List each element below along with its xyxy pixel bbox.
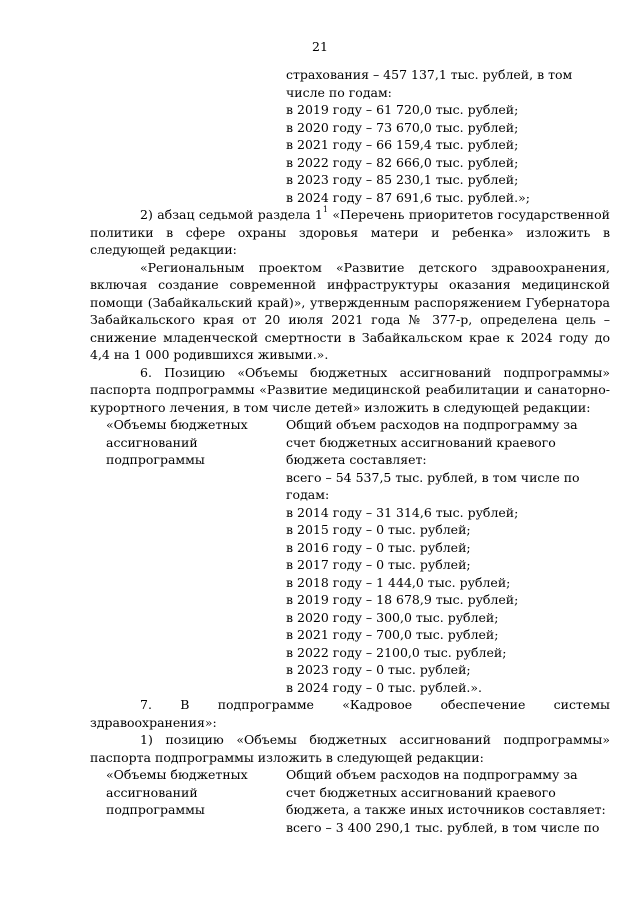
continuation-line: в 2019 году – 61 720,0 тыс. рублей; [286, 102, 519, 117]
item-6-paragraph: 6. Позицию «Объемы бюджетных ассигнований подпрограммы» паспорта подпрограммы «Развитие медицинской реабилитации и санаторно-курортного лечения, в том числе детей» изложить в следующей редакции: [90, 364, 610, 415]
budget-table-1 [90, 416, 610, 696]
continuation-line: числе по годам: [286, 84, 392, 100]
table-value-line: в 2015 году – 0 тыс. рублей; [286, 522, 471, 537]
table-value-line: всего – 54 537,5 тыс. рублей, в том числе по [286, 469, 580, 485]
continuation-block [90, 66, 610, 206]
item-2-paragraph [90, 206, 610, 259]
table-value-line: бюджета составляет: [286, 452, 427, 467]
budget-table-2-label [90, 766, 286, 836]
table-label-line: «Объемы бюджетных [106, 417, 248, 432]
continuation-line: страхования – 457 137,1 тыс. рублей, в том [286, 67, 573, 82]
table-value-line: в 2023 году – 0 тыс. рублей; [286, 662, 471, 677]
table-value-line: счет бюджетных ассигнований краевого [286, 434, 556, 450]
item-7-word: подпрограмме [217, 697, 314, 712]
item-7-word: 7. [140, 697, 152, 712]
table-value-line: в 2022 году – 2100,0 тыс. рублей; [286, 644, 507, 660]
budget-table-2 [90, 766, 610, 836]
table-value-line: Общий объем расходов на подпрограмму за [286, 417, 578, 432]
continuation-line: в 2024 году – 87 691,6 тыс. рублей.»; [286, 189, 530, 205]
budget-table-2-values [286, 766, 606, 836]
item-2-text-end: «Перечень приоритетов государственной политики в сфере охраны здоровья матери и ребенка» изложить в следующей редакции: [90, 207, 610, 257]
table-value-line: в 2017 году – 0 тыс. рублей; [286, 557, 471, 572]
continuation-line: в 2023 году – 85 230,1 тыс. рублей; [286, 172, 519, 187]
document-body [90, 66, 610, 836]
table-value-line: бюджета, а также иных источников составляет: [286, 802, 606, 817]
table-value-line: в 2024 году – 0 тыс. рублей.». [286, 679, 483, 695]
table-label-line: ассигнований [106, 434, 198, 450]
table-label-line: подпрограммы [106, 802, 205, 817]
item-7-word: системы [553, 697, 610, 712]
table-value-line: годам: [286, 487, 330, 502]
item-7-word: обеспечение [440, 697, 526, 712]
table-value-line: в 2016 году – 0 тыс. рублей; [286, 539, 471, 555]
table-value-line: Общий объем расходов на подпрограмму за [286, 767, 578, 782]
continuation-line: в 2022 году – 82 666,0 тыс. рублей; [286, 154, 519, 170]
item-7-tail: здравоохранения»: [90, 714, 217, 730]
table-value-line: всего – 3 400 290,1 тыс. рублей, в том числе по [286, 819, 600, 835]
budget-table-1-values [286, 416, 602, 696]
table-label-line: ассигнований [106, 784, 198, 800]
table-value-line: в 2018 году – 1 444,0 тыс. рублей; [286, 574, 511, 590]
item-7-word: «Кадровое [342, 697, 413, 712]
item-7-word: В [180, 697, 190, 712]
continuation-line: в 2020 году – 73 670,0 тыс. рублей; [286, 119, 519, 135]
budget-table-1-label [90, 416, 286, 696]
table-value-line: счет бюджетных ассигнований краевого [286, 784, 556, 800]
item-2-quote: «Региональным проектом «Развитие детского здравоохранения, включая создание современной инфраструктуры оказания медицинской помощи (Забайкальский край)», утвержденным распоряжением Губернатора Забайкальского края от 20 июля 2021 года № 377-р, определена цель – снижение младенческой смертности в Забайкальском крае к 2024 году до 4,4 на 1 000 родившихся живыми.». [90, 259, 610, 362]
item-2-superscript: 1 [322, 205, 328, 214]
table-value-line: в 2021 году – 700,0 тыс. рублей; [286, 627, 499, 642]
continuation-line: в 2021 году – 66 159,4 тыс. рублей; [286, 137, 519, 152]
table-label-line: «Объемы бюджетных [106, 767, 248, 782]
item-7-1-paragraph: 1) позицию «Объемы бюджетных ассигнований подпрограммы» паспорта подпрограммы изложить в следующей редакции: [90, 732, 610, 765]
table-value-line: в 2020 году – 300,0 тыс. рублей; [286, 609, 499, 625]
table-value-line: в 2019 году – 18 678,9 тыс. рублей; [286, 592, 519, 607]
item-7-heading [90, 696, 610, 714]
page-number: 21 [312, 39, 328, 54]
table-label-line: подпрограммы [106, 452, 205, 467]
item-2-text-start: 2) абзац седьмой раздела 1 [140, 207, 323, 222]
table-value-line: в 2014 году – 31 314,6 тыс. рублей; [286, 504, 519, 520]
